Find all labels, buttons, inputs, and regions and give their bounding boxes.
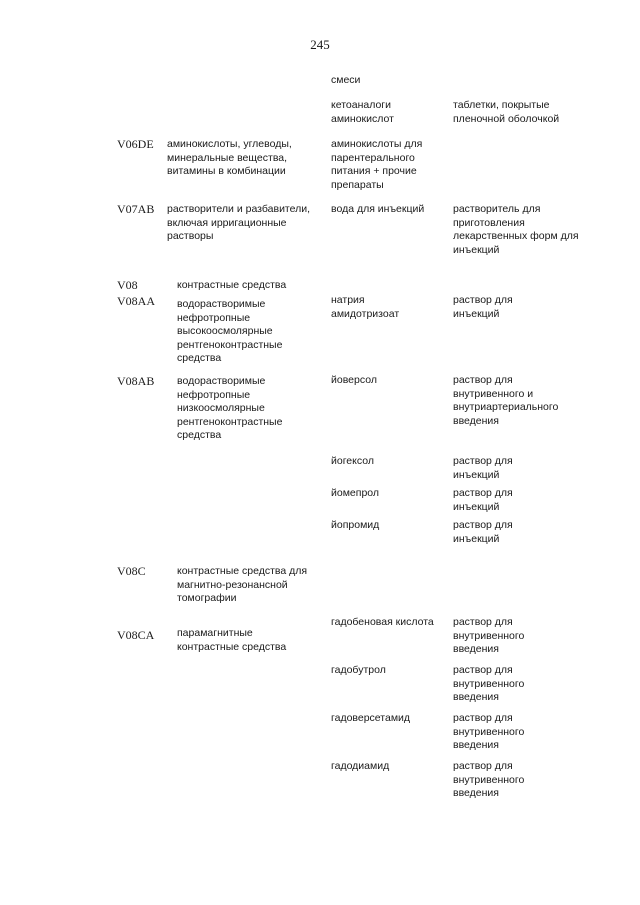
substance-cell: йоверсол bbox=[331, 374, 377, 386]
atc-code: V06DE bbox=[117, 137, 154, 151]
substance-cell: кетоаналоги аминокислот bbox=[331, 99, 394, 125]
substance-cell: натрия амидотризоат bbox=[331, 294, 400, 320]
atc-code: V08C bbox=[117, 564, 146, 578]
dosage-form-cell: раствор для внутривенного и внутриартериального введения bbox=[453, 374, 559, 427]
atc-code: V08AA bbox=[117, 294, 155, 308]
dosage-form-cell: таблетки, покрытые пленочной оболочкой bbox=[453, 99, 560, 125]
dosage-form-cell: растворитель для приготовления лекарственных форм для инъекций bbox=[453, 203, 579, 256]
substance-cell: гадобутрол bbox=[331, 664, 386, 676]
page-number: 245 bbox=[310, 37, 330, 52]
substance-cell: аминокислоты для парентерального питания + прочие препараты bbox=[331, 138, 423, 191]
substance-cell: гадобеновая кислота bbox=[331, 616, 434, 628]
group-cell: контрастные средства bbox=[177, 279, 287, 291]
group-cell: водорастворимые нефротропные низкоосмолярные рентгеноконтрастные средства bbox=[177, 375, 283, 441]
atc-code: V08 bbox=[117, 278, 138, 292]
substance-cell: вода для инъекций bbox=[331, 203, 425, 215]
substance-cell: гадодиамид bbox=[331, 760, 390, 772]
atc-code: V07AB bbox=[117, 202, 155, 216]
group-cell: растворители и разбавители, включая ирригационные растворы bbox=[167, 203, 311, 242]
substance-cell: гадоверсетамид bbox=[331, 712, 411, 724]
dosage-form-cell: раствор для инъекций bbox=[453, 519, 513, 545]
dosage-form-cell: раствор для внутривенного введения bbox=[453, 664, 525, 703]
substance-cell: йопромид bbox=[331, 519, 380, 531]
substance-cell: смеси bbox=[331, 74, 361, 86]
atc-code: V08CA bbox=[117, 628, 155, 642]
group-cell: аминокислоты, углеводы, минеральные вещества, витамины в комбинации bbox=[167, 138, 292, 177]
dosage-form-cell: раствор для внутривенного введения bbox=[453, 712, 525, 751]
group-cell: контрастные средства для магнитно-резонансной томографии bbox=[177, 565, 308, 604]
dosage-form-cell: раствор для инъекций bbox=[453, 294, 513, 320]
atc-code: V08AB bbox=[117, 374, 155, 388]
dosage-form-cell: раствор для инъекций bbox=[453, 455, 513, 481]
group-cell: парамагнитные контрастные средства bbox=[177, 627, 287, 653]
substance-cell: йомепрол bbox=[331, 487, 380, 499]
dosage-form-cell: раствор для внутривенного введения bbox=[453, 760, 525, 799]
substance-cell: йогексол bbox=[331, 455, 374, 467]
dosage-form-cell: раствор для внутривенного введения bbox=[453, 616, 525, 655]
group-cell: водорастворимые нефротропные высокоосмолярные рентгеноконтрастные средства bbox=[177, 298, 283, 364]
dosage-form-cell: раствор для инъекций bbox=[453, 487, 513, 513]
